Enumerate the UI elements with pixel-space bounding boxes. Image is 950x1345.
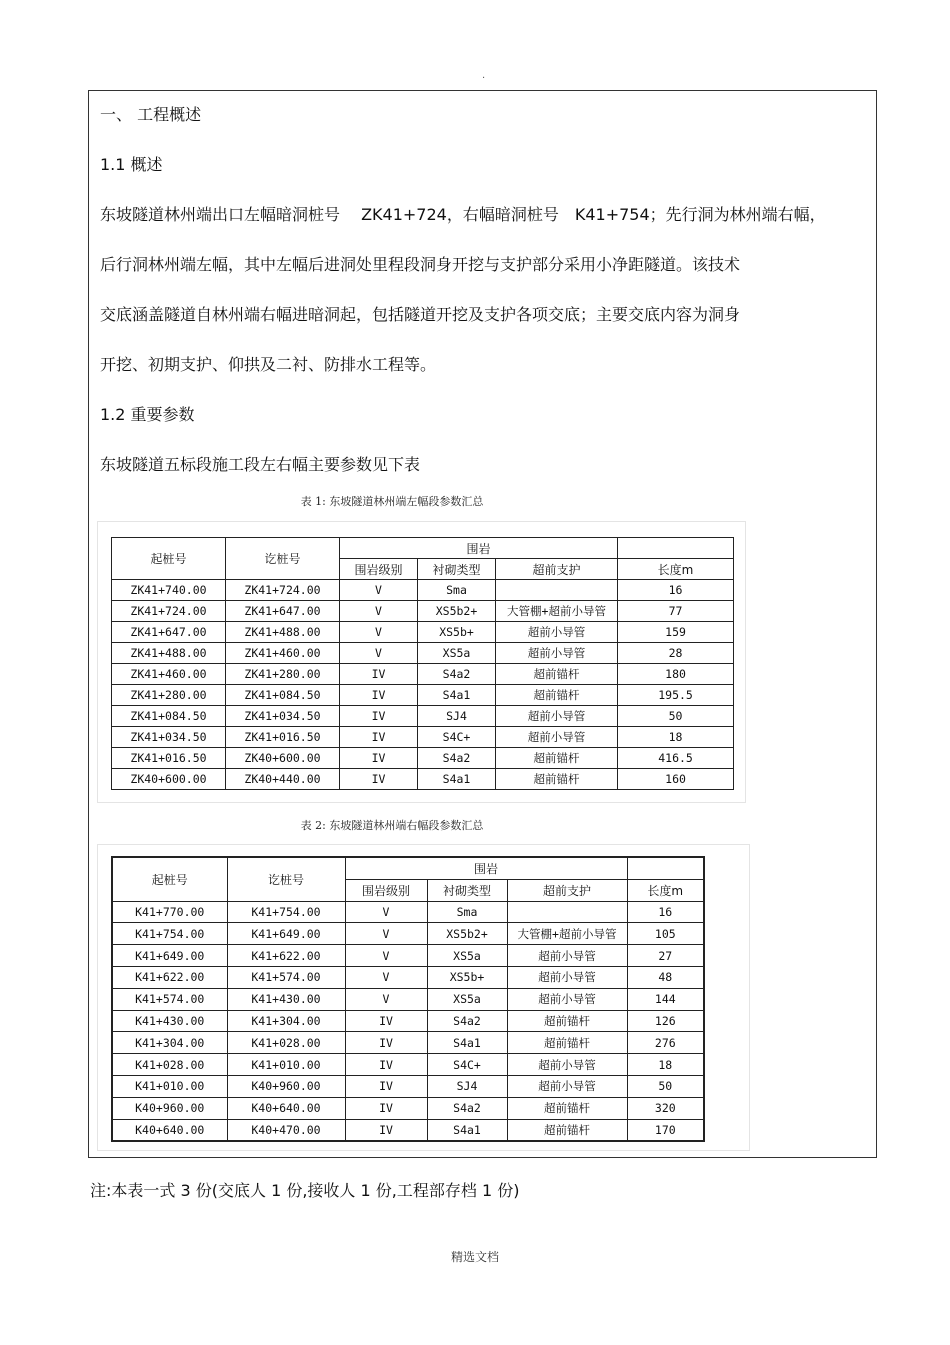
cell-support: 超前小导管 bbox=[507, 966, 627, 988]
top-mark: . bbox=[482, 70, 486, 81]
table1-header-group: 围岩 bbox=[340, 538, 618, 559]
cell-lining: XS5b+ bbox=[427, 966, 507, 988]
table-row bbox=[112, 664, 734, 685]
cell-lining: S4a2 bbox=[418, 664, 496, 685]
cell-length: 144 bbox=[627, 988, 704, 1010]
cell-end: K41+649.00 bbox=[227, 923, 345, 945]
cell-end: ZK40+440.00 bbox=[226, 769, 340, 790]
cell-support: 超前小导管 bbox=[496, 727, 618, 748]
table-row bbox=[112, 1010, 704, 1032]
cell-length: 416.5 bbox=[618, 748, 734, 769]
cell-lining: XS5b2+ bbox=[418, 601, 496, 622]
cell-start: ZK41+084.50 bbox=[112, 706, 226, 727]
table-row bbox=[112, 727, 734, 748]
table1-header-lining: 衬砌类型 bbox=[418, 559, 496, 580]
cell-start: K41+754.00 bbox=[112, 923, 227, 945]
cell-end: K40+470.00 bbox=[227, 1119, 345, 1141]
table1-header-support: 超前支护 bbox=[496, 559, 618, 580]
cell-support bbox=[507, 901, 627, 923]
table-row bbox=[112, 1054, 704, 1076]
cell-length: 18 bbox=[618, 727, 734, 748]
cell-support: 超前小导管 bbox=[496, 643, 618, 664]
overview-line-1: 东坡隧道林州端出口左幅暗洞桩号 ZK41+724，右幅暗洞桩号 K41+754；先行洞为林州端右幅， bbox=[100, 205, 826, 224]
overview-line-3: 交底涵盖隧道自林州端右幅进暗洞起，包括隧道开挖及支护各项交底；主要交底内容为洞身 bbox=[100, 305, 741, 324]
table-row bbox=[112, 580, 734, 601]
cell-length: 28 bbox=[618, 643, 734, 664]
subsection-overview-title: 1.1 概述 bbox=[100, 155, 163, 174]
cell-start: K41+622.00 bbox=[112, 966, 227, 988]
cell-lining: XS5a bbox=[427, 945, 507, 967]
cell-start: K41+770.00 bbox=[112, 901, 227, 923]
cell-end: ZK41+460.00 bbox=[226, 643, 340, 664]
table2-body bbox=[112, 901, 704, 1141]
cell-length: 170 bbox=[627, 1119, 704, 1141]
cell-grade: IV bbox=[345, 1075, 427, 1097]
footer: 精选文档 bbox=[450, 1250, 499, 1264]
cell-support: 超前小导管 bbox=[507, 988, 627, 1010]
cell-length: 276 bbox=[627, 1032, 704, 1054]
cell-support: 超前锚杆 bbox=[496, 685, 618, 706]
cell-lining: XS5a bbox=[427, 988, 507, 1010]
cell-length: 320 bbox=[627, 1097, 704, 1119]
cell-lining: S4a2 bbox=[427, 1010, 507, 1032]
table1-header-start: 起桩号 bbox=[112, 538, 226, 580]
cell-lining: XS5b+ bbox=[418, 622, 496, 643]
table2 bbox=[111, 856, 705, 1142]
cell-grade: IV bbox=[345, 1097, 427, 1119]
section-title: 一、 工程概述 bbox=[100, 105, 202, 124]
cell-end: K41+430.00 bbox=[227, 988, 345, 1010]
cell-end: K40+640.00 bbox=[227, 1097, 345, 1119]
cell-grade: IV bbox=[340, 748, 418, 769]
table-row bbox=[112, 769, 734, 790]
cell-start: ZK41+647.00 bbox=[112, 622, 226, 643]
table1-header-length: 长度m bbox=[618, 559, 734, 580]
cell-length: 50 bbox=[627, 1075, 704, 1097]
table1-header-blank bbox=[618, 538, 734, 559]
cell-start: ZK41+016.50 bbox=[112, 748, 226, 769]
cell-length: 126 bbox=[627, 1010, 704, 1032]
table-row bbox=[112, 748, 734, 769]
cell-length: 50 bbox=[618, 706, 734, 727]
cell-grade: IV bbox=[345, 1010, 427, 1032]
cell-grade: V bbox=[345, 901, 427, 923]
cell-length: 180 bbox=[618, 664, 734, 685]
cell-start: ZK41+034.50 bbox=[112, 727, 226, 748]
table-row bbox=[112, 966, 704, 988]
cell-lining: S4a1 bbox=[418, 685, 496, 706]
table1-caption: 表 1: 东坡隧道林州端左幅段参数汇总 bbox=[300, 495, 484, 508]
cell-lining: S4a1 bbox=[427, 1119, 507, 1141]
cell-end: ZK40+600.00 bbox=[226, 748, 340, 769]
cell-lining: SJ4 bbox=[427, 1075, 507, 1097]
table1 bbox=[111, 537, 734, 790]
table2-header-start: 起桩号 bbox=[112, 857, 227, 901]
subsection-params-title: 1.2 重要参数 bbox=[100, 405, 195, 424]
cell-support: 超前小导管 bbox=[496, 706, 618, 727]
cell-support: 超前锚杆 bbox=[507, 1032, 627, 1054]
cell-end: K41+754.00 bbox=[227, 901, 345, 923]
cell-grade: V bbox=[345, 923, 427, 945]
cell-start: K41+430.00 bbox=[112, 1010, 227, 1032]
cell-end: K41+622.00 bbox=[227, 945, 345, 967]
cell-support: 超前锚杆 bbox=[496, 664, 618, 685]
cell-start: K40+960.00 bbox=[112, 1097, 227, 1119]
cell-start: ZK41+460.00 bbox=[112, 664, 226, 685]
cell-start: ZK41+740.00 bbox=[112, 580, 226, 601]
table2-header-end: 讫桩号 bbox=[227, 857, 345, 901]
table-row bbox=[112, 643, 734, 664]
cell-length: 16 bbox=[618, 580, 734, 601]
cell-length: 160 bbox=[618, 769, 734, 790]
cell-length: 77 bbox=[618, 601, 734, 622]
table-row bbox=[112, 622, 734, 643]
table-row bbox=[112, 901, 704, 923]
cell-support: 超前锚杆 bbox=[507, 1097, 627, 1119]
cell-support: 超前锚杆 bbox=[507, 1010, 627, 1032]
cell-length: 195.5 bbox=[618, 685, 734, 706]
table-row bbox=[112, 1075, 704, 1097]
cell-grade: IV bbox=[340, 727, 418, 748]
cell-end: K41+304.00 bbox=[227, 1010, 345, 1032]
cell-length: 159 bbox=[618, 622, 734, 643]
cell-grade: V bbox=[340, 601, 418, 622]
table2-header-blank bbox=[627, 857, 704, 879]
cell-lining: SJ4 bbox=[418, 706, 496, 727]
table-row bbox=[112, 988, 704, 1010]
cell-length: 16 bbox=[627, 901, 704, 923]
cell-grade: V bbox=[345, 945, 427, 967]
cell-grade: IV bbox=[345, 1119, 427, 1141]
cell-lining: Sma bbox=[427, 901, 507, 923]
cell-support: 超前小导管 bbox=[507, 945, 627, 967]
table2-header-lining: 衬砌类型 bbox=[427, 879, 507, 901]
cell-end: K40+960.00 bbox=[227, 1075, 345, 1097]
cell-end: K41+574.00 bbox=[227, 966, 345, 988]
cell-start: K41+010.00 bbox=[112, 1075, 227, 1097]
cell-length: 18 bbox=[627, 1054, 704, 1076]
cell-end: ZK41+724.00 bbox=[226, 580, 340, 601]
table-row bbox=[112, 1097, 704, 1119]
cell-grade: IV bbox=[340, 706, 418, 727]
cell-lining: Sma bbox=[418, 580, 496, 601]
table2-caption: 表 2: 东坡隧道林州端右幅段参数汇总 bbox=[300, 819, 484, 832]
table-row bbox=[112, 685, 734, 706]
cell-end: ZK41+084.50 bbox=[226, 685, 340, 706]
table1-header-end: 讫桩号 bbox=[226, 538, 340, 580]
cell-grade: V bbox=[345, 988, 427, 1010]
cell-end: ZK41+280.00 bbox=[226, 664, 340, 685]
note: 注:本表一式 3 份(交底人 1 份,接收人 1 份,工程部存档 1 份) bbox=[90, 1181, 520, 1200]
cell-support: 超前锚杆 bbox=[507, 1119, 627, 1141]
cell-start: ZK41+280.00 bbox=[112, 685, 226, 706]
cell-lining: S4a2 bbox=[427, 1097, 507, 1119]
table2-header-length: 长度m bbox=[627, 879, 704, 901]
cell-support: 超前小导管 bbox=[507, 1054, 627, 1076]
cell-start: ZK41+724.00 bbox=[112, 601, 226, 622]
table1-image bbox=[98, 522, 745, 802]
cell-start: K41+304.00 bbox=[112, 1032, 227, 1054]
cell-support: 大管棚+超前小导管 bbox=[507, 923, 627, 945]
overview-line-2: 后行洞林州端左幅，其中左幅后进洞处里程段洞身开挖与支护部分采用小净距隧道。该技术 bbox=[100, 255, 741, 274]
overview-line-4: 开挖、初期支护、仰拱及二衬、防排水工程等。 bbox=[100, 355, 437, 374]
table2-header-group: 围岩 bbox=[345, 857, 627, 879]
cell-support: 超前小导管 bbox=[496, 622, 618, 643]
table2-header-support: 超前支护 bbox=[507, 879, 627, 901]
cell-support: 超前锚杆 bbox=[496, 748, 618, 769]
table-row bbox=[112, 1119, 704, 1141]
table-row bbox=[112, 923, 704, 945]
table2-header-grade: 围岩级别 bbox=[345, 879, 427, 901]
cell-lining: S4C+ bbox=[427, 1054, 507, 1076]
cell-length: 48 bbox=[627, 966, 704, 988]
cell-grade: IV bbox=[345, 1032, 427, 1054]
cell-lining: XS5a bbox=[418, 643, 496, 664]
cell-start: K41+028.00 bbox=[112, 1054, 227, 1076]
cell-grade: IV bbox=[340, 685, 418, 706]
cell-length: 27 bbox=[627, 945, 704, 967]
cell-grade: V bbox=[340, 580, 418, 601]
table1-header-grade: 围岩级别 bbox=[340, 559, 418, 580]
cell-lining: S4a1 bbox=[427, 1032, 507, 1054]
cell-support: 大管棚+超前小导管 bbox=[496, 601, 618, 622]
cell-grade: V bbox=[340, 643, 418, 664]
cell-start: ZK40+600.00 bbox=[112, 769, 226, 790]
cell-end: K41+028.00 bbox=[227, 1032, 345, 1054]
cell-grade: IV bbox=[340, 769, 418, 790]
cell-support: 超前小导管 bbox=[507, 1075, 627, 1097]
cell-lining: S4a1 bbox=[418, 769, 496, 790]
table-row bbox=[112, 945, 704, 967]
table-row bbox=[112, 601, 734, 622]
cell-support: 超前锚杆 bbox=[496, 769, 618, 790]
cell-end: K41+010.00 bbox=[227, 1054, 345, 1076]
cell-end: ZK41+016.50 bbox=[226, 727, 340, 748]
cell-end: ZK41+647.00 bbox=[226, 601, 340, 622]
cell-support bbox=[496, 580, 618, 601]
cell-grade: V bbox=[340, 622, 418, 643]
cell-lining: S4C+ bbox=[418, 727, 496, 748]
table1-body bbox=[112, 580, 734, 790]
table2-image bbox=[98, 845, 749, 1150]
cell-lining: XS5b2+ bbox=[427, 923, 507, 945]
cell-grade: IV bbox=[345, 1054, 427, 1076]
table-row bbox=[112, 1032, 704, 1054]
cell-start: K40+640.00 bbox=[112, 1119, 227, 1141]
params-intro: 东坡隧道五标段施工段左右幅主要参数见下表 bbox=[100, 455, 421, 474]
cell-lining: S4a2 bbox=[418, 748, 496, 769]
cell-start: K41+649.00 bbox=[112, 945, 227, 967]
cell-end: ZK41+034.50 bbox=[226, 706, 340, 727]
cell-end: ZK41+488.00 bbox=[226, 622, 340, 643]
cell-grade: IV bbox=[340, 664, 418, 685]
cell-grade: V bbox=[345, 966, 427, 988]
table-row bbox=[112, 706, 734, 727]
cell-length: 105 bbox=[627, 923, 704, 945]
cell-start: K41+574.00 bbox=[112, 988, 227, 1010]
cell-start: ZK41+488.00 bbox=[112, 643, 226, 664]
